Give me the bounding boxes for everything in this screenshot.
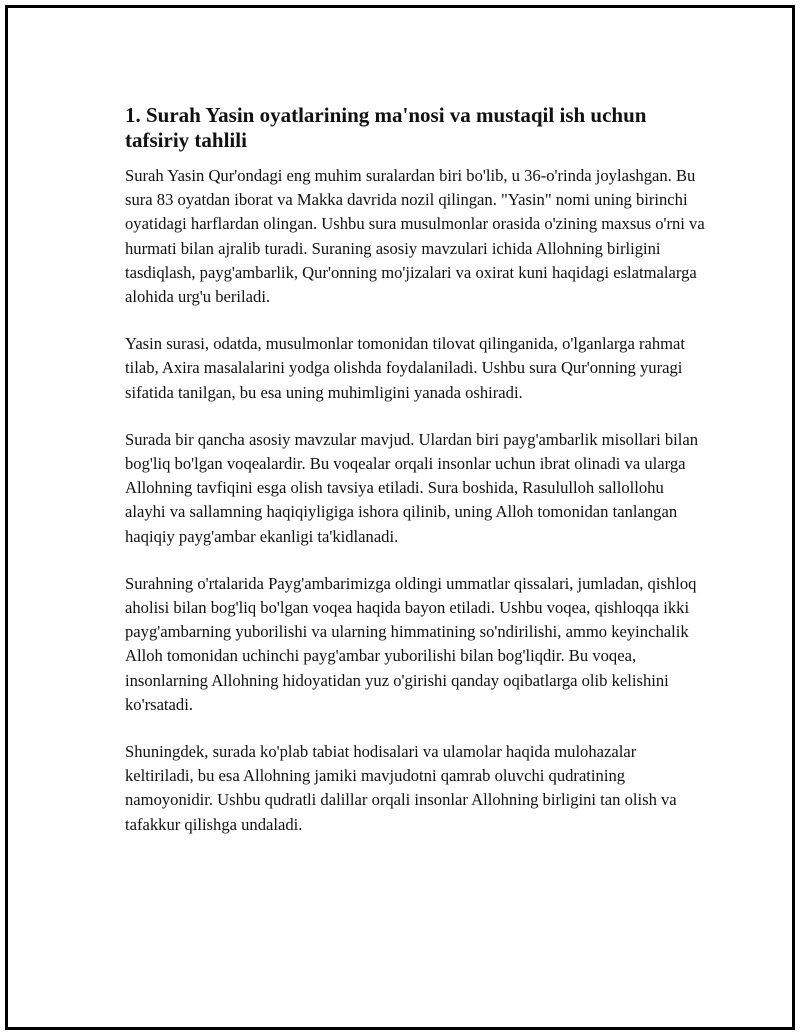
paragraph-intro: Surah Yasin Qur'ondagi eng muhim suralardan biri bo'lib, u 36-o'rinda joylashgan. Bu sura 83 oyatdan iborat va Makka davrida nozil qilingan. "Yasin" nomi uning birinchi oyatidagi harflardan olingan. Ushbu sura musulmonlar orasida o'zining maxsus o'rni va hurmati bilan ajralib turadi. Suraning asosiy mavzulari ichida Allohning birligini tasdiqlash, payg'ambarlik, Qur'onning mo'jizalari va oxirat kuni haqidagi eslatmalarga alohida urg'u beriladi. (125, 166, 705, 307)
paragraph-nature: Shuningdek, surada ko'plab tabiat hodisalari va ulamolar haqida mulohazalar keltiriladi, bu esa Allohning jamiki mavjudotni qamrab oluvchi qudratining namoyonidir. Ushbu qudratli dalillar orqali insonlar Allohning birligini tan olish va tafakkur qilishga undaladi. (125, 742, 677, 834)
document-body (125, 103, 705, 860)
paragraph-themes: Surada bir qancha asosiy mavzular mavjud. Ulardan biri payg'ambarlik misollari bilan bog'liq bo'lgan voqealardir. Bu voqealar orqali insonlar uchun ibrat olinadi va ularga Allohning tavfiqini esga olish tavsiya etiladi. Sura boshida, Rasululloh sallollohu alayhi va sallamning haqiqiyligiga ishora qilinib, uning Alloh tomonidan tanlangan haqiqiy payg'ambar ekanligi ta'kidlanadi. (125, 429, 699, 546)
page-frame (5, 5, 795, 1030)
document-title: 1. Surah Yasin oyatlarining ma'nosi va mustaqil ish uchun tafsiriy tahlili (125, 103, 647, 152)
paragraph-stories: Surahning o'rtalarida Payg'ambarimizga oldingi ummatlar qissalari, jumladan, qishloq aholisi bilan bog'liq bo'lgan voqea haqida bayon etiladi. Ushbu voqea, qishloqqa ikki payg'ambarning yuborilishi va ularning himmatining so'ndirilishi, ammo keyinchalik Alloh tomonidan uchinchi payg'ambar yuborilishi bilan bog'liqdir. Bu voqea, insonlarning Allohning hidoyatidan yuz o'girishi qanday oqibatlarga olib kelishini ko'rsatadi. (125, 573, 697, 714)
paragraph-recitation: Yasin surasi, odatda, musulmonlar tomonidan tilovat qilinganida, o'lganlarga rahmat tilab, Axira masalalarini yodga olishda foydalaniladi. Ushbu sura Qur'onning yuragi sifatida tanilgan, bu esa uning muhimligini yanada oshiradi. (125, 334, 686, 402)
